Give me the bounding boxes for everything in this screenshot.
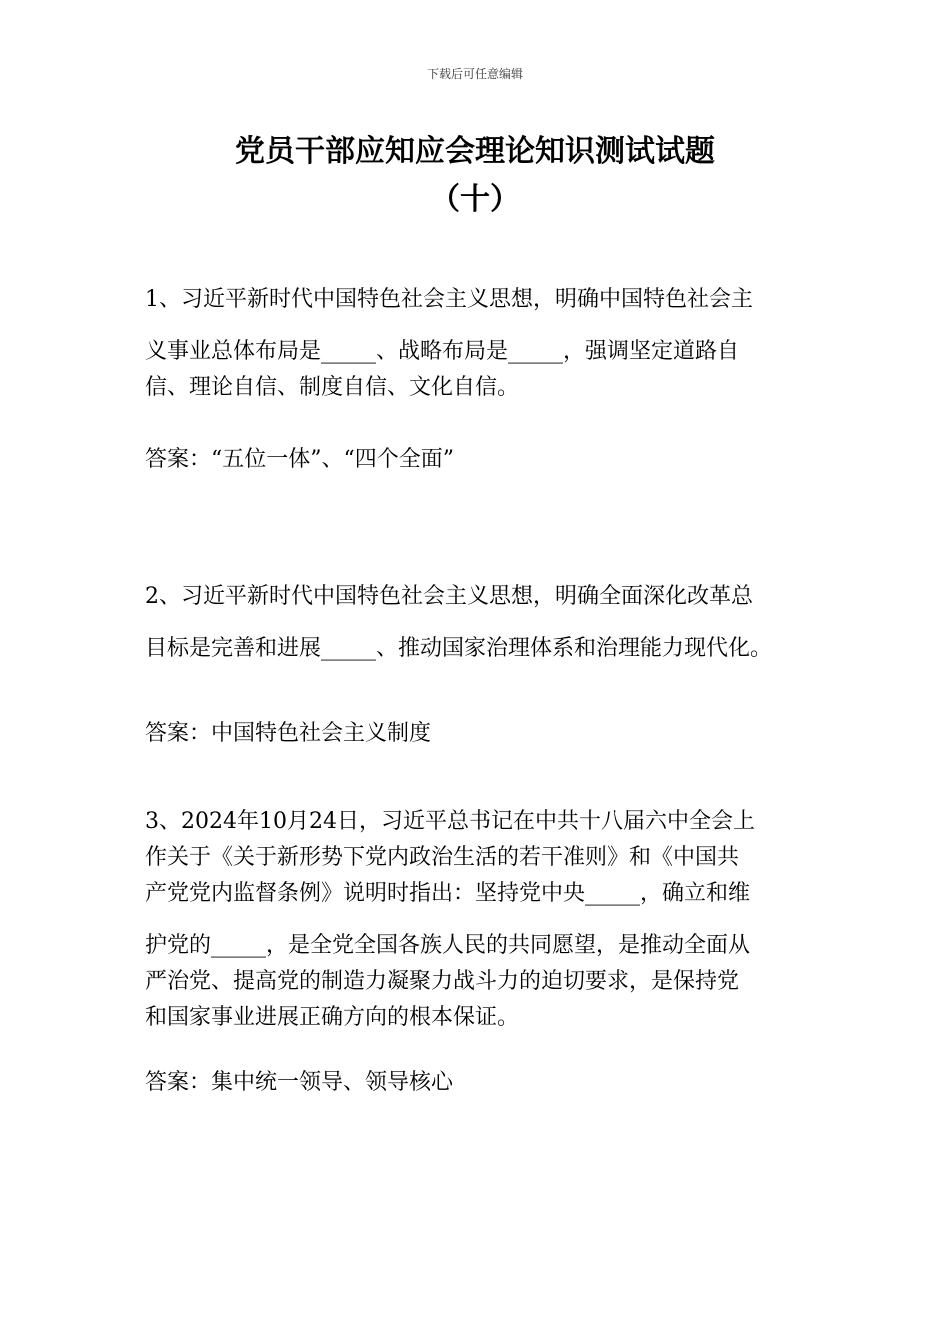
answer-3 bbox=[145, 1065, 817, 1101]
question-3-line-5: 严治党、提高党的制造力凝聚力战斗力的迫切要求，是保持党 bbox=[145, 969, 740, 994]
answer-2-text: 答案：中国特色社会主义制度 bbox=[145, 721, 432, 746]
answer-3-text: 答案：集中统一领导、领导核心 bbox=[145, 1070, 454, 1095]
question-2-line-2: 目标是完善和进展_____、推动国家治理体系和治理能力现代化。 bbox=[145, 636, 773, 661]
question-3-line-4: 护党的_____，是全党全国各族人民的共同愿望，是推动全面从 bbox=[145, 933, 751, 958]
question-2 bbox=[145, 579, 817, 667]
page-title bbox=[0, 128, 950, 224]
answer-1-text: 答案：“五位一体”、“四个全面” bbox=[145, 447, 454, 472]
answer-1 bbox=[145, 442, 817, 478]
question-2-line-1: 2、习近平新时代中国特色社会主义思想，明确全面深化改革总 bbox=[145, 584, 753, 609]
question-3-line-1: 3、2024年10月24日，习近平总书记在中共十八届六中全会上 bbox=[145, 809, 755, 834]
question-3 bbox=[145, 804, 817, 1036]
question-1-line-2: 义事业总体布局是_____、战略布局是_____，强调坚定道路自 bbox=[145, 339, 740, 364]
question-3-line-2: 作关于《关于新形势下党内政治生活的若干准则》和《中国共 bbox=[145, 845, 740, 870]
question-1-line-1: 1、习近平新时代中国特色社会主义思想，明确中国特色社会主 bbox=[145, 287, 753, 312]
question-1 bbox=[145, 282, 817, 406]
question-3-line-3: 产党党内监督条例》说明时指出：坚持党中央_____，确立和维 bbox=[145, 881, 751, 906]
answer-2 bbox=[145, 716, 817, 752]
title-line-1: 党员干部应知应会理论知识测试试题 bbox=[235, 134, 715, 169]
question-1-line-3: 信、理论自信、制度自信、文化自信。 bbox=[145, 375, 520, 400]
header-note: 下载后可任意编辑 bbox=[426, 67, 523, 81]
title-line-2: （十） bbox=[430, 182, 520, 217]
question-3-line-6: 和国家事业进展正确方向的根本保证。 bbox=[145, 1005, 520, 1030]
